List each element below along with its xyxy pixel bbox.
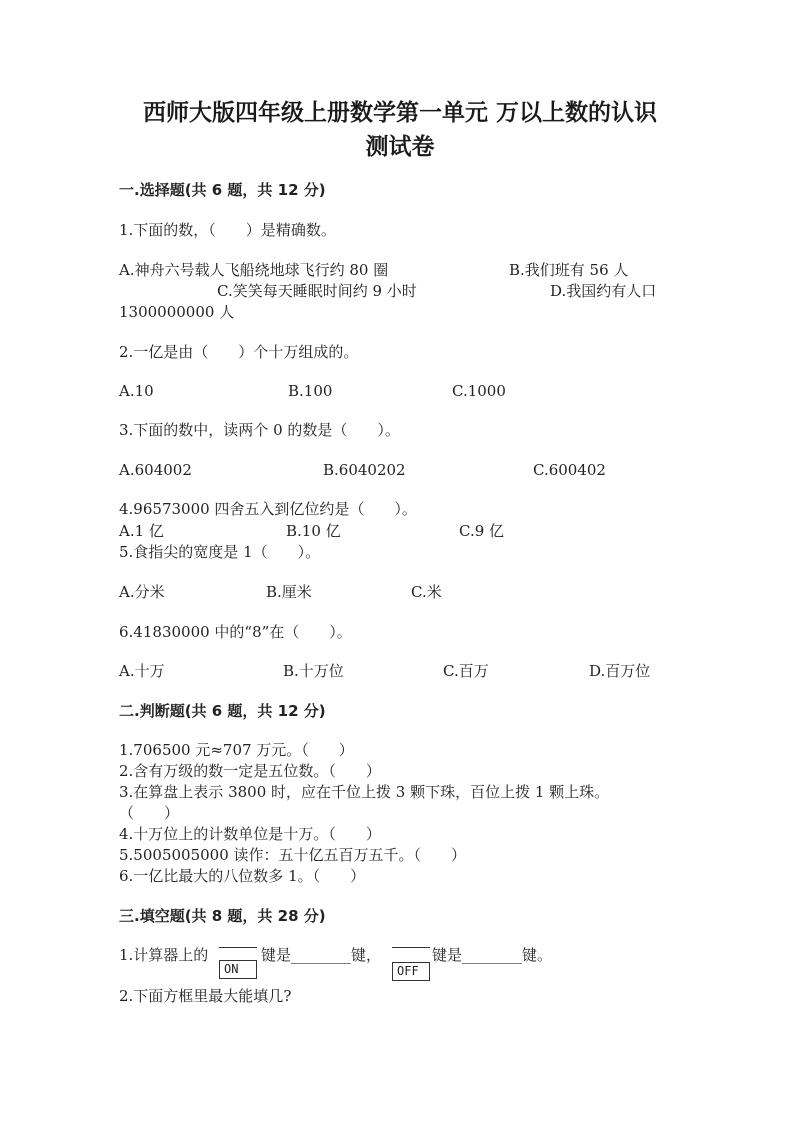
option-c: C.百万 (443, 662, 489, 680)
title-line-2: 测试卷 (365, 134, 435, 160)
option-a: A.十万 (119, 662, 165, 680)
page-title (0, 96, 800, 164)
fill-question: 2.下面方框里最大能填几? (119, 987, 292, 1005)
fill-question-part: 键是________键。 (432, 946, 553, 964)
section-heading-choice: 一.选择题(共 6 题，共 12 分) (119, 181, 326, 199)
option-d: D.百万位 (589, 662, 651, 680)
question-stem: 1.下面的数，（ ）是精确数。 (119, 221, 336, 239)
option-b: B.100 (288, 382, 333, 400)
question-stem: 5.食指尖的宽度是 1（ ）。 (119, 543, 321, 561)
on-key-icon: ON (219, 960, 257, 979)
option-c: C.笑笑每天睡眠时间约 9 小时 (217, 282, 417, 300)
judgement-item: 2.含有万级的数一定是五位数。（ ） (119, 762, 381, 780)
option-b: B.我们班有 56 人 (509, 261, 629, 279)
option-b: B.10 亿 (286, 522, 341, 540)
key-image-top-border (392, 947, 430, 962)
title-line-1: 西师大版四年级上册数学第一单元 万以上数的认识 (142, 100, 657, 126)
section-heading-fill-blank: 三.填空题(共 8 题，共 28 分) (119, 907, 326, 925)
option-a: A.604002 (119, 461, 192, 479)
option-c: C.1000 (452, 382, 506, 400)
option-d-continuation: 1300000000 人 (119, 303, 235, 321)
judgement-item: 6.一亿比最大的八位数多 1。（ ） (119, 867, 366, 885)
judgement-item: 4.十万位上的计数单位是十万。（ ） (119, 825, 381, 843)
judgement-item: 5.5005005000 读作：五十亿五百万五千。（ ） (119, 846, 467, 864)
option-a: A.1 亿 (119, 522, 164, 540)
option-a: A.神舟六号载人飞船绕地球飞行约 80 圈 (119, 261, 389, 279)
option-c: C.米 (411, 583, 442, 601)
option-b: B.厘米 (266, 583, 312, 601)
question-stem: 3.下面的数中，读两个 0 的数是（ ）。 (119, 421, 400, 439)
off-key-icon: OFF (392, 962, 430, 981)
option-a: A.分米 (119, 583, 165, 601)
fill-question-part: 键是________键， (261, 946, 382, 964)
question-stem: 6.41830000 中的“8”在（ ）。 (119, 623, 352, 641)
judgement-item-continuation: （ ） (119, 804, 180, 822)
option-d: D.我国约有人口 (550, 282, 657, 300)
question-stem: 2.一亿是由（ ）个十万组成的。 (119, 343, 359, 361)
question-stem: 4.96573000 四舍五入到亿位约是（ ）。 (119, 500, 417, 518)
judgement-item: 3.在算盘上表示 3800 时，应在千位上拨 3 颗下珠，百位上拨 1 颗上珠。 (119, 783, 610, 801)
option-b: B.十万位 (283, 662, 344, 680)
option-b: B.6040202 (323, 461, 406, 479)
option-a: A.10 (119, 382, 154, 400)
section-heading-judgement: 二.判断题(共 6 题，共 12 分) (119, 702, 326, 720)
option-c: C.600402 (533, 461, 606, 479)
fill-question-part: 1.计算器上的 (119, 946, 209, 964)
judgement-item: 1.706500 元≈707 万元。（ ） (119, 741, 354, 759)
option-c: C.9 亿 (459, 522, 505, 540)
